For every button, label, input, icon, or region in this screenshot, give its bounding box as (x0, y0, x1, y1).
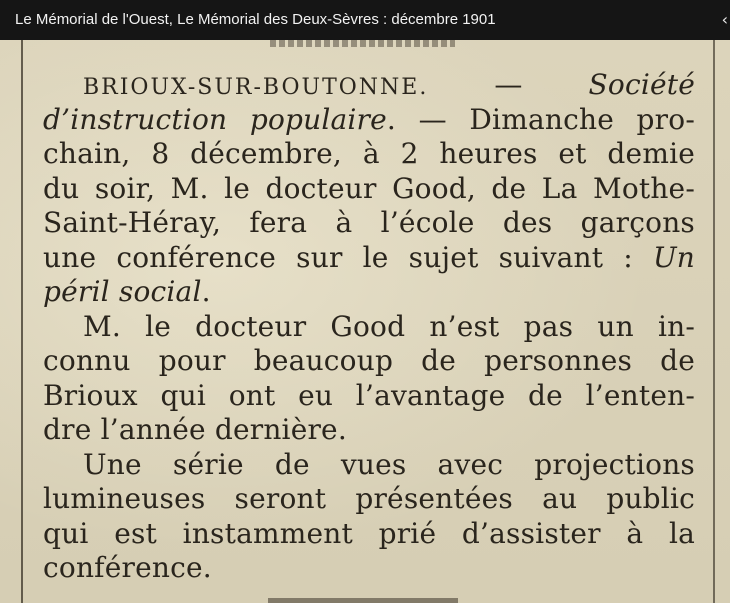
next-article-fragment (268, 598, 458, 603)
article-line (43, 551, 695, 586)
article-text: M. le docteur Good n’est pas un in- (83, 309, 695, 343)
column-rule-left (21, 40, 23, 603)
article-line (43, 172, 695, 207)
article-text: péril social (43, 275, 202, 308)
article-text: dre l’année dernière. (43, 413, 347, 446)
article-text: qui est instamment prié d’assister à la (43, 516, 695, 550)
article-text: du soir, M. le docteur Good, de La Mothe- (43, 171, 695, 205)
article-text: BRIOUX-SUR-BOUTONNE. (83, 75, 429, 100)
article-text: Saint-Héray, fera à l’école des garçons (43, 206, 695, 239)
article-line (43, 517, 695, 552)
title-bar (0, 0, 730, 40)
chevron-left-icon[interactable]: ‹ (721, 10, 728, 29)
article-text: . — Dimanche pro- (386, 102, 695, 136)
article-text: Brioux qui ont eu l’avantage de l’enten- (43, 378, 695, 412)
article-text: connu pour beaucoup de personnes de (43, 344, 695, 377)
article-text: . (201, 275, 211, 308)
newspaper-clipping (0, 40, 730, 603)
article-text: Un (652, 240, 695, 274)
article-line (43, 68, 695, 103)
article-text: lumineuses seront présentées au public (43, 482, 695, 515)
article-line (43, 206, 695, 241)
article-text: Une série de vues avec projections (83, 447, 695, 481)
article-line (43, 482, 695, 517)
article-line (43, 103, 695, 138)
article-line (43, 310, 695, 345)
article-text: d’instruction populaire (43, 102, 387, 136)
article-body (43, 68, 695, 586)
article-line (43, 413, 695, 448)
article-line (43, 448, 695, 483)
article-text: — (428, 68, 589, 101)
article-text: une conférence sur le sujet suivant : (43, 240, 653, 274)
article-line (43, 275, 695, 310)
article-line (43, 241, 695, 276)
article-line (43, 344, 695, 379)
window-title: Le Mémorial de l'Ouest, Le Mémorial des Deux-Sèvres : décembre 1901 (15, 11, 496, 28)
previous-article-fragment (270, 40, 455, 47)
article-text: Société (588, 68, 695, 101)
article-text: chain, 8 décembre, à 2 heures et demie (43, 137, 695, 170)
article-text: conférence. (43, 551, 212, 584)
article-line (43, 137, 695, 172)
article-line (43, 379, 695, 414)
column-rule-right (713, 40, 715, 603)
